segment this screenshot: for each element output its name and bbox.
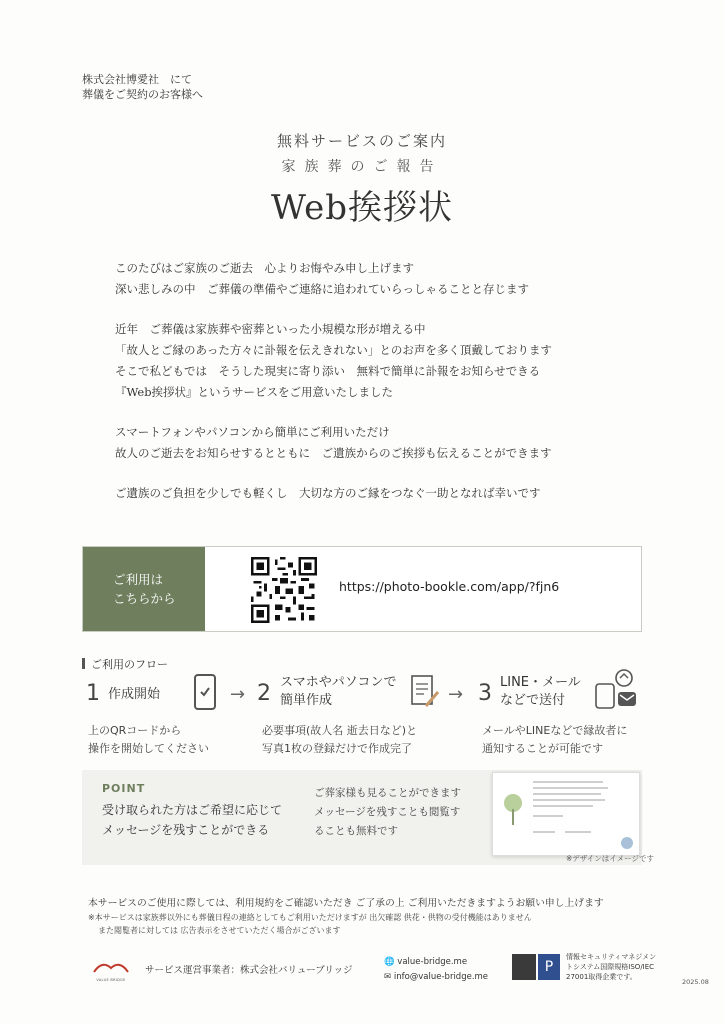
issue-date: 2025.08 [682, 978, 709, 986]
access-label-line-2: こちらから [113, 591, 176, 606]
message-line: スマートフォンやパソコンから簡単にご利用いただけ [115, 425, 390, 439]
company-logo [92, 958, 130, 980]
message-line: このたびはご家族のご逝去 心よりお悔やみ申し上げます [115, 261, 414, 275]
operator-text: サービス運営事業者：株式会社バリューブリッジ [145, 965, 353, 976]
point-note-line-3: ることも無料です [314, 825, 398, 837]
step-1-title: 作成開始 [108, 687, 161, 702]
service-heading: 無料サービスのご案内 [276, 132, 447, 150]
access-label-line-1: ご利用は [113, 572, 164, 587]
terms-note-2: また閲覧者に対しては 広告表示をさせていただく場合がございます [98, 926, 341, 935]
access-label [83, 547, 205, 631]
logo-text: VALUE BRIDGE [96, 978, 126, 982]
condolence-message [115, 258, 635, 504]
bridge-logo-icon [92, 958, 130, 974]
terms-note-1: ※本サービスは家族葬以外にも葬儀日程の連絡としてもご利用いただけますが 出欠確認 供花・供物の受付機能はありません [88, 913, 532, 922]
message-line: 「故人とご縁のあった方々に訃報を伝えきれない」とのお声を多く頂戴しております [115, 343, 552, 357]
point-heading: POINT [102, 782, 146, 795]
step-1-desc-line-2: 操作を開始してください [88, 742, 209, 755]
step-1-number: 1 [86, 681, 100, 706]
address-line-2: 葬儀をご契約のお客様へ [82, 88, 203, 101]
sample-page-preview [493, 773, 639, 855]
share-message-icon [594, 668, 638, 712]
privacy-mark-icon: P [538, 954, 560, 980]
website-link[interactable] [384, 955, 488, 970]
mail-icon: ✉ [384, 972, 392, 982]
sample-page-image [492, 772, 640, 856]
design-note: ※デザインはイメージです [566, 854, 655, 863]
step-2-number: 2 [257, 681, 271, 706]
iso-line-2: トシステム国際規格ISO/IEC [566, 963, 655, 971]
step-3-desc-line-2: 通知することが可能です [482, 742, 603, 755]
point-note-line-1: ご葬家様も見ることができます [314, 787, 461, 799]
step-2-desc-line-2: 写真1枚の登録だけで作成完了 [262, 742, 412, 755]
message-line: 『Web挨拶状』というサービスをご用意いたしました [115, 385, 394, 399]
service-url[interactable]: https://photo-bookle.com/app/?fjn6 [339, 579, 560, 594]
point-body-line-1: 受け取られた方はご希望に応じて [102, 803, 283, 817]
email-link[interactable] [384, 970, 488, 985]
step-3-number: 3 [478, 681, 492, 706]
flow-heading [82, 656, 168, 672]
flow-title: ご利用のフロー [91, 658, 168, 671]
website-text: value-bridge.me [397, 957, 468, 967]
email-text: info@value-bridge.me [393, 972, 489, 982]
globe-icon: 🌐 [384, 957, 395, 967]
contact-links [384, 955, 488, 985]
step-1-desc-line-1: 上のQRコードから [88, 724, 182, 737]
access-box [82, 546, 642, 632]
document-edit-icon [406, 672, 440, 712]
message-line: ご遺族のご負担を少しでも軽くし 大切な方のご縁をつなぐ一助となれば幸いです [115, 486, 541, 500]
page-title: Web挨拶状 [270, 188, 454, 228]
iso-line-3: 27001取得企業です。 [566, 973, 637, 981]
step-2-title-line-2: 簡単作成 [280, 693, 333, 708]
terms-main: 本サービスのご使用に際しては、利用規約をご確認いただき ご了承の上 ご利用いただきますようお願い申し上げます [88, 898, 604, 909]
iso-notice [566, 952, 656, 982]
step-2-desc [262, 722, 417, 758]
step-3-title [500, 674, 581, 710]
address-line-1: 株式会社博愛社 にて [82, 73, 192, 86]
step-2-desc-line-1: 必要事項(故人名 逝去日など)と [262, 724, 418, 737]
point-body-line-2: メッセージを残すことができる [102, 823, 270, 837]
step-3-desc [482, 722, 627, 758]
certification-badge [512, 954, 536, 980]
message-line: 故人のご逝去をお知らせするとともに ご遺族からのご挨拶も伝えることができます [115, 446, 552, 460]
point-body [102, 800, 282, 840]
point-note [314, 784, 461, 841]
arrow-icon: → [230, 684, 246, 705]
step-3-title-line-1: LINE・メール [500, 675, 581, 690]
step-1-desc [88, 722, 209, 758]
footer [0, 953, 724, 988]
step-3-title-line-2: などで送付 [500, 693, 566, 708]
point-note-line-2: メッセージを残すことも閲覧す [314, 806, 461, 818]
smartphone-icon [194, 674, 216, 710]
point-box [82, 770, 642, 865]
qr-code-icon[interactable] [251, 557, 317, 623]
message-line: 近年 ご葬儀は家族葬や密葬といった小規模な形が増える中 [115, 322, 426, 336]
step-3-desc-line-1: メールやLINEなどで縁故者に [482, 724, 628, 737]
arrow-icon: → [448, 684, 464, 705]
service-subtitle: 家族葬のご報告 [281, 159, 443, 175]
iso-line-1: 情報セキュリティマネジメン [566, 953, 657, 961]
step-2-title [280, 674, 396, 710]
step-2-title-line-1: スマホやパソコンで [280, 675, 397, 690]
recipient-address [82, 72, 203, 102]
message-line: 深い悲しみの中 ご葬儀の準備やご連絡に追われていらっしゃることと存じます [115, 282, 529, 296]
message-line: そこで私どもでは そうした現実に寄り添い 無料で簡単に訃報をお知らせできる [115, 364, 541, 378]
terms-notice [88, 897, 604, 937]
